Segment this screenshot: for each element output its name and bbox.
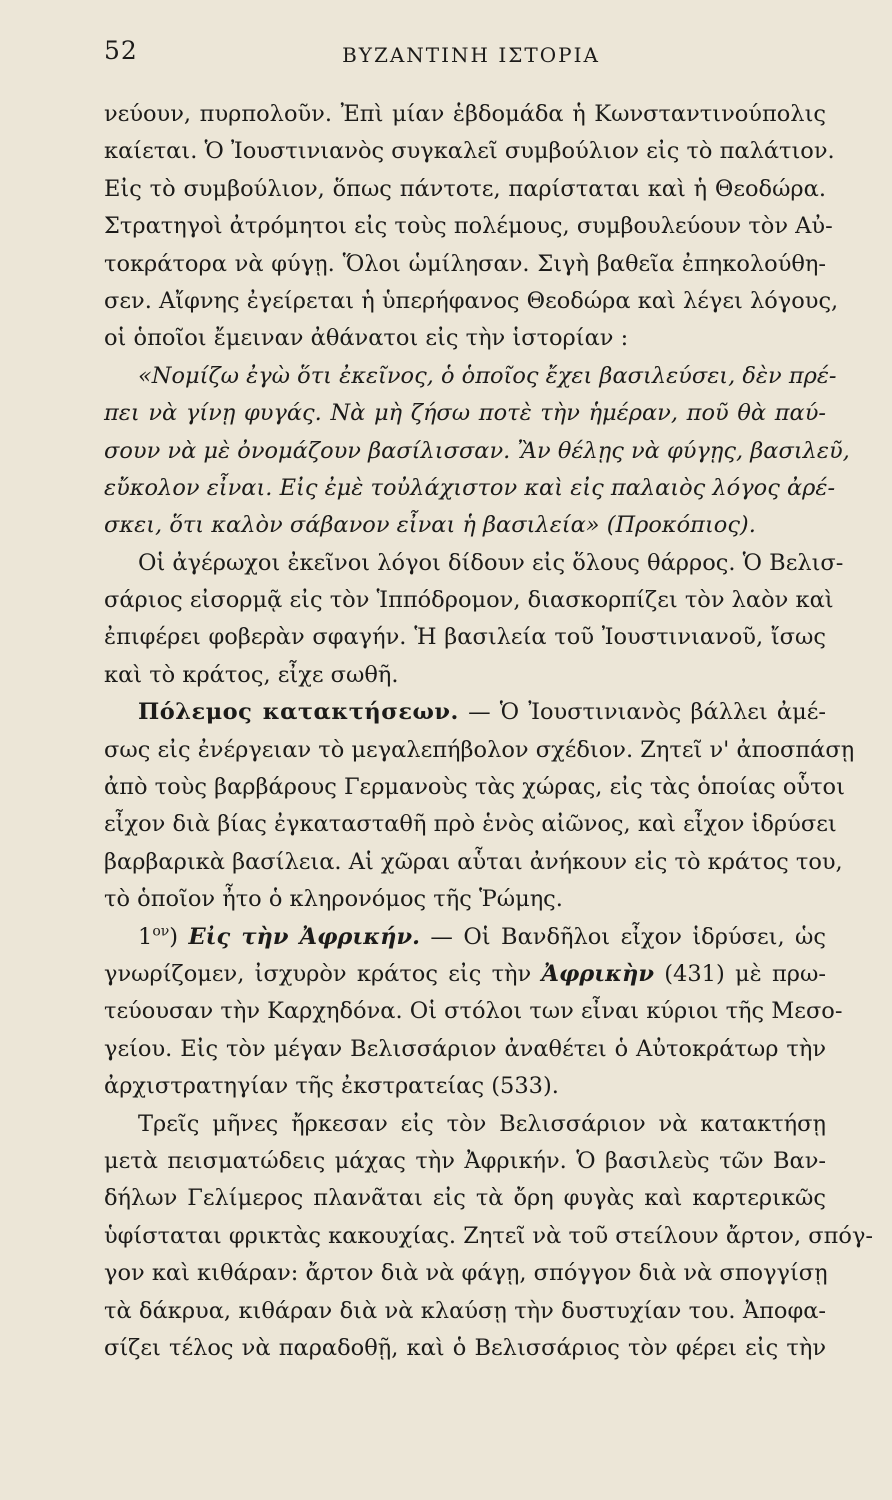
section-heading: Πόλεμος κατακτήσεων. (138, 699, 459, 726)
text-line: σεν. Αἴφνης ἐγείρεται ἡ ὑπερήφανος Θεοδώρα καὶ λέγει λόγους, (104, 287, 839, 314)
text-run: γνωρίζομεν, ἰσχυρὸν κράτος εἰς τὴν (104, 960, 532, 987)
text-line: σως εἰς ἐνέργειαν τὸ μεγαλεπήβολον σχέδιον. Ζητεῖ ν' ἀποσπάσῃ (104, 736, 855, 763)
paragraph (104, 1106, 874, 1368)
text-line: Εἰς τὸ συμβούλιον, ὅπως πάντοτε, παρίσταται καὶ ἡ Θεοδώρα. (104, 175, 826, 202)
subsection-number: 1 (138, 923, 153, 950)
text-line: ἐπιφέρει φοβερὰν σφαγήν. Ἡ βασιλεία τοῦ Ἰουστινιανοῦ, ἴσως (104, 624, 826, 651)
text-line: πει νὰ γίνῃ φυγάς. Νὰ μὴ ζήσω ποτὲ τὴν ἡμέραν, ποῦ θὰ παύ- (104, 400, 826, 427)
text-line: «Νομίζω ἐγὼ ὅτι ἐκεῖνος, ὁ ὁποῖος ἔχει βασιλεύσει, δὲν πρέ- (138, 362, 837, 389)
text-line (104, 919, 826, 956)
subsection-paragraph (104, 919, 843, 1106)
text-line: εὔκολον εἶναι. Εἰς ἐμὲ τοὐλάχιστον καὶ εἰς παλαιὸς λόγος ἀρέ- (104, 474, 836, 501)
text-line: βαρβαρικὰ βασίλεια. Αἱ χῶραι αὗται ἀνήκουν εἰς τὸ κράτος του, (104, 848, 843, 875)
subsection-number-suffix: ον (152, 923, 170, 940)
text-line: ἀπὸ τοὺς βαρβάρους Γερμανοὺς τὰς χώρας, εἰς τὰς ὁποίας οὗτοι (104, 774, 845, 801)
page-body (104, 96, 874, 1367)
text-line: δήλων Γελίμερος πλανᾶται εἰς τὰ ὄρη φυγὰς καὶ καρτερικῶς (104, 1185, 826, 1212)
text-line: καὶ τὸ κράτος, εἶχε σωθῆ. (104, 661, 399, 688)
text-run: ) (169, 923, 189, 950)
page-number: 52 (104, 36, 138, 65)
text-line: γον καὶ κιθάραν: ἄρτον διὰ νὰ φάγῃ, σπόγγον διὰ νὰ σπογγίσῃ (104, 1260, 828, 1287)
text-line (104, 694, 826, 731)
quotation-paragraph (104, 358, 850, 545)
text-line: σκει, ὅτι καλὸν σάβανον εἶναι ἡ βασιλεία» (Προκόπιος). (104, 512, 756, 539)
running-title: ΒΥΖΑΝΤΙΝΗ ΙΣΤΟΡΙΑ (342, 43, 600, 67)
text-line: τὰ δάκρυα, κιθάραν διὰ νὰ κλαύσῃ τὴν δυστυχίαν του. Ἀποφα- (104, 1297, 826, 1324)
section-paragraph (104, 694, 855, 918)
paragraph (104, 96, 839, 358)
text-line: Οἱ ἀγέρωχοι ἐκεῖνοι λόγοι δίδουν εἰς ὅλους θάρρος. Ὁ Βελισ- (138, 549, 844, 576)
text-line: νεύουν, πυρπολοῦν. Ἐπὶ μίαν ἑβδομάδα ἡ Κωνσταντινούπολις (104, 101, 826, 127)
text-line: οἱ ὁποῖοι ἔμειναν ἀθάνατοι εἰς τὴν ἱστορίαν : (104, 325, 629, 352)
paragraph (104, 545, 844, 695)
text-line (104, 956, 826, 993)
text-line: γείου. Εἰς τὸν μέγαν Βελισσάριον ἀναθέτει ὁ Αὐτοκράτωρ τὴν (104, 1035, 826, 1062)
text-line: τὸ ὁποῖον ἦτο ὁ κληρονόμος τῆς Ῥώμης. (104, 886, 563, 913)
text-line: σάριος εἰσορμᾷ εἰς τὸν Ἱππόδρομον, διασκορπίζει τὸν λαὸν καὶ (104, 587, 834, 614)
emphasized-term: Ἀφρικὴν (541, 960, 654, 987)
subsection-heading: Εἰς τὴν Ἀφρικήν. (188, 923, 420, 950)
text-line: καίεται. Ὁ Ἰουστινιανὸς συγκαλεῖ συμβούλιον εἰς τὸ παλάτιον. (104, 138, 835, 165)
text-line: Τρεῖς μῆνες ἤρκεσαν εἰς τὸν Βελισσάριον νὰ κατακτήσῃ (138, 1110, 826, 1137)
text-line: σίζει τέλος νὰ παραδοθῇ, καὶ ὁ Βελισσάριος τὸν φέρει εἰς τὴν (104, 1334, 826, 1361)
text-run: — Ὁ Ἰουστινιανὸς βάλλει ἀμέ- (468, 699, 826, 726)
text-line: τοκράτορα νὰ φύγῃ. Ὅλοι ὡμίλησαν. Σιγὴ βαθεῖα ἐπηκολούθη- (104, 250, 826, 277)
text-line: ὑφίσταται φρικτὰς κακουχίας. Ζητεῖ νὰ τοῦ στείλουν ἄρτον, σπόγ- (104, 1222, 874, 1249)
text-line: σουν νὰ μὲ ὀνομάζουν βασίλισσαν. Ἂν θέλῃς νὰ φύγῃς, βασιλεῦ, (104, 437, 850, 464)
text-line: ἀρχιστρατηγίαν τῆς ἐκστρατείας (533). (104, 1073, 559, 1100)
text-run: (431) μὲ πρω- (664, 960, 826, 987)
text-line: εἶχον διὰ βίας ἐγκατασταθῆ πρὸ ἑνὸς αἰῶνος, καὶ εἶχον ἱδρύσει (104, 811, 837, 838)
text-line: Στρατηγοὶ ἀτρόμητοι εἰς τοὺς πολέμους, συμβουλεύουν τὸν Αὐ- (104, 213, 833, 240)
text-line: τεύουσαν τὴν Καρχηδόνα. Οἱ στόλοι των εἶναι κύριοι τῆς Μεσο- (104, 998, 843, 1025)
text-run: — Οἱ Βανδῆλοι εἶχον ἱδρύσει, ὡς (430, 923, 827, 950)
text-line: μετὰ πεισματώδεις μάχας τὴν Ἀφρικήν. Ὁ βασιλεὺς τῶν Βαν- (104, 1147, 826, 1174)
